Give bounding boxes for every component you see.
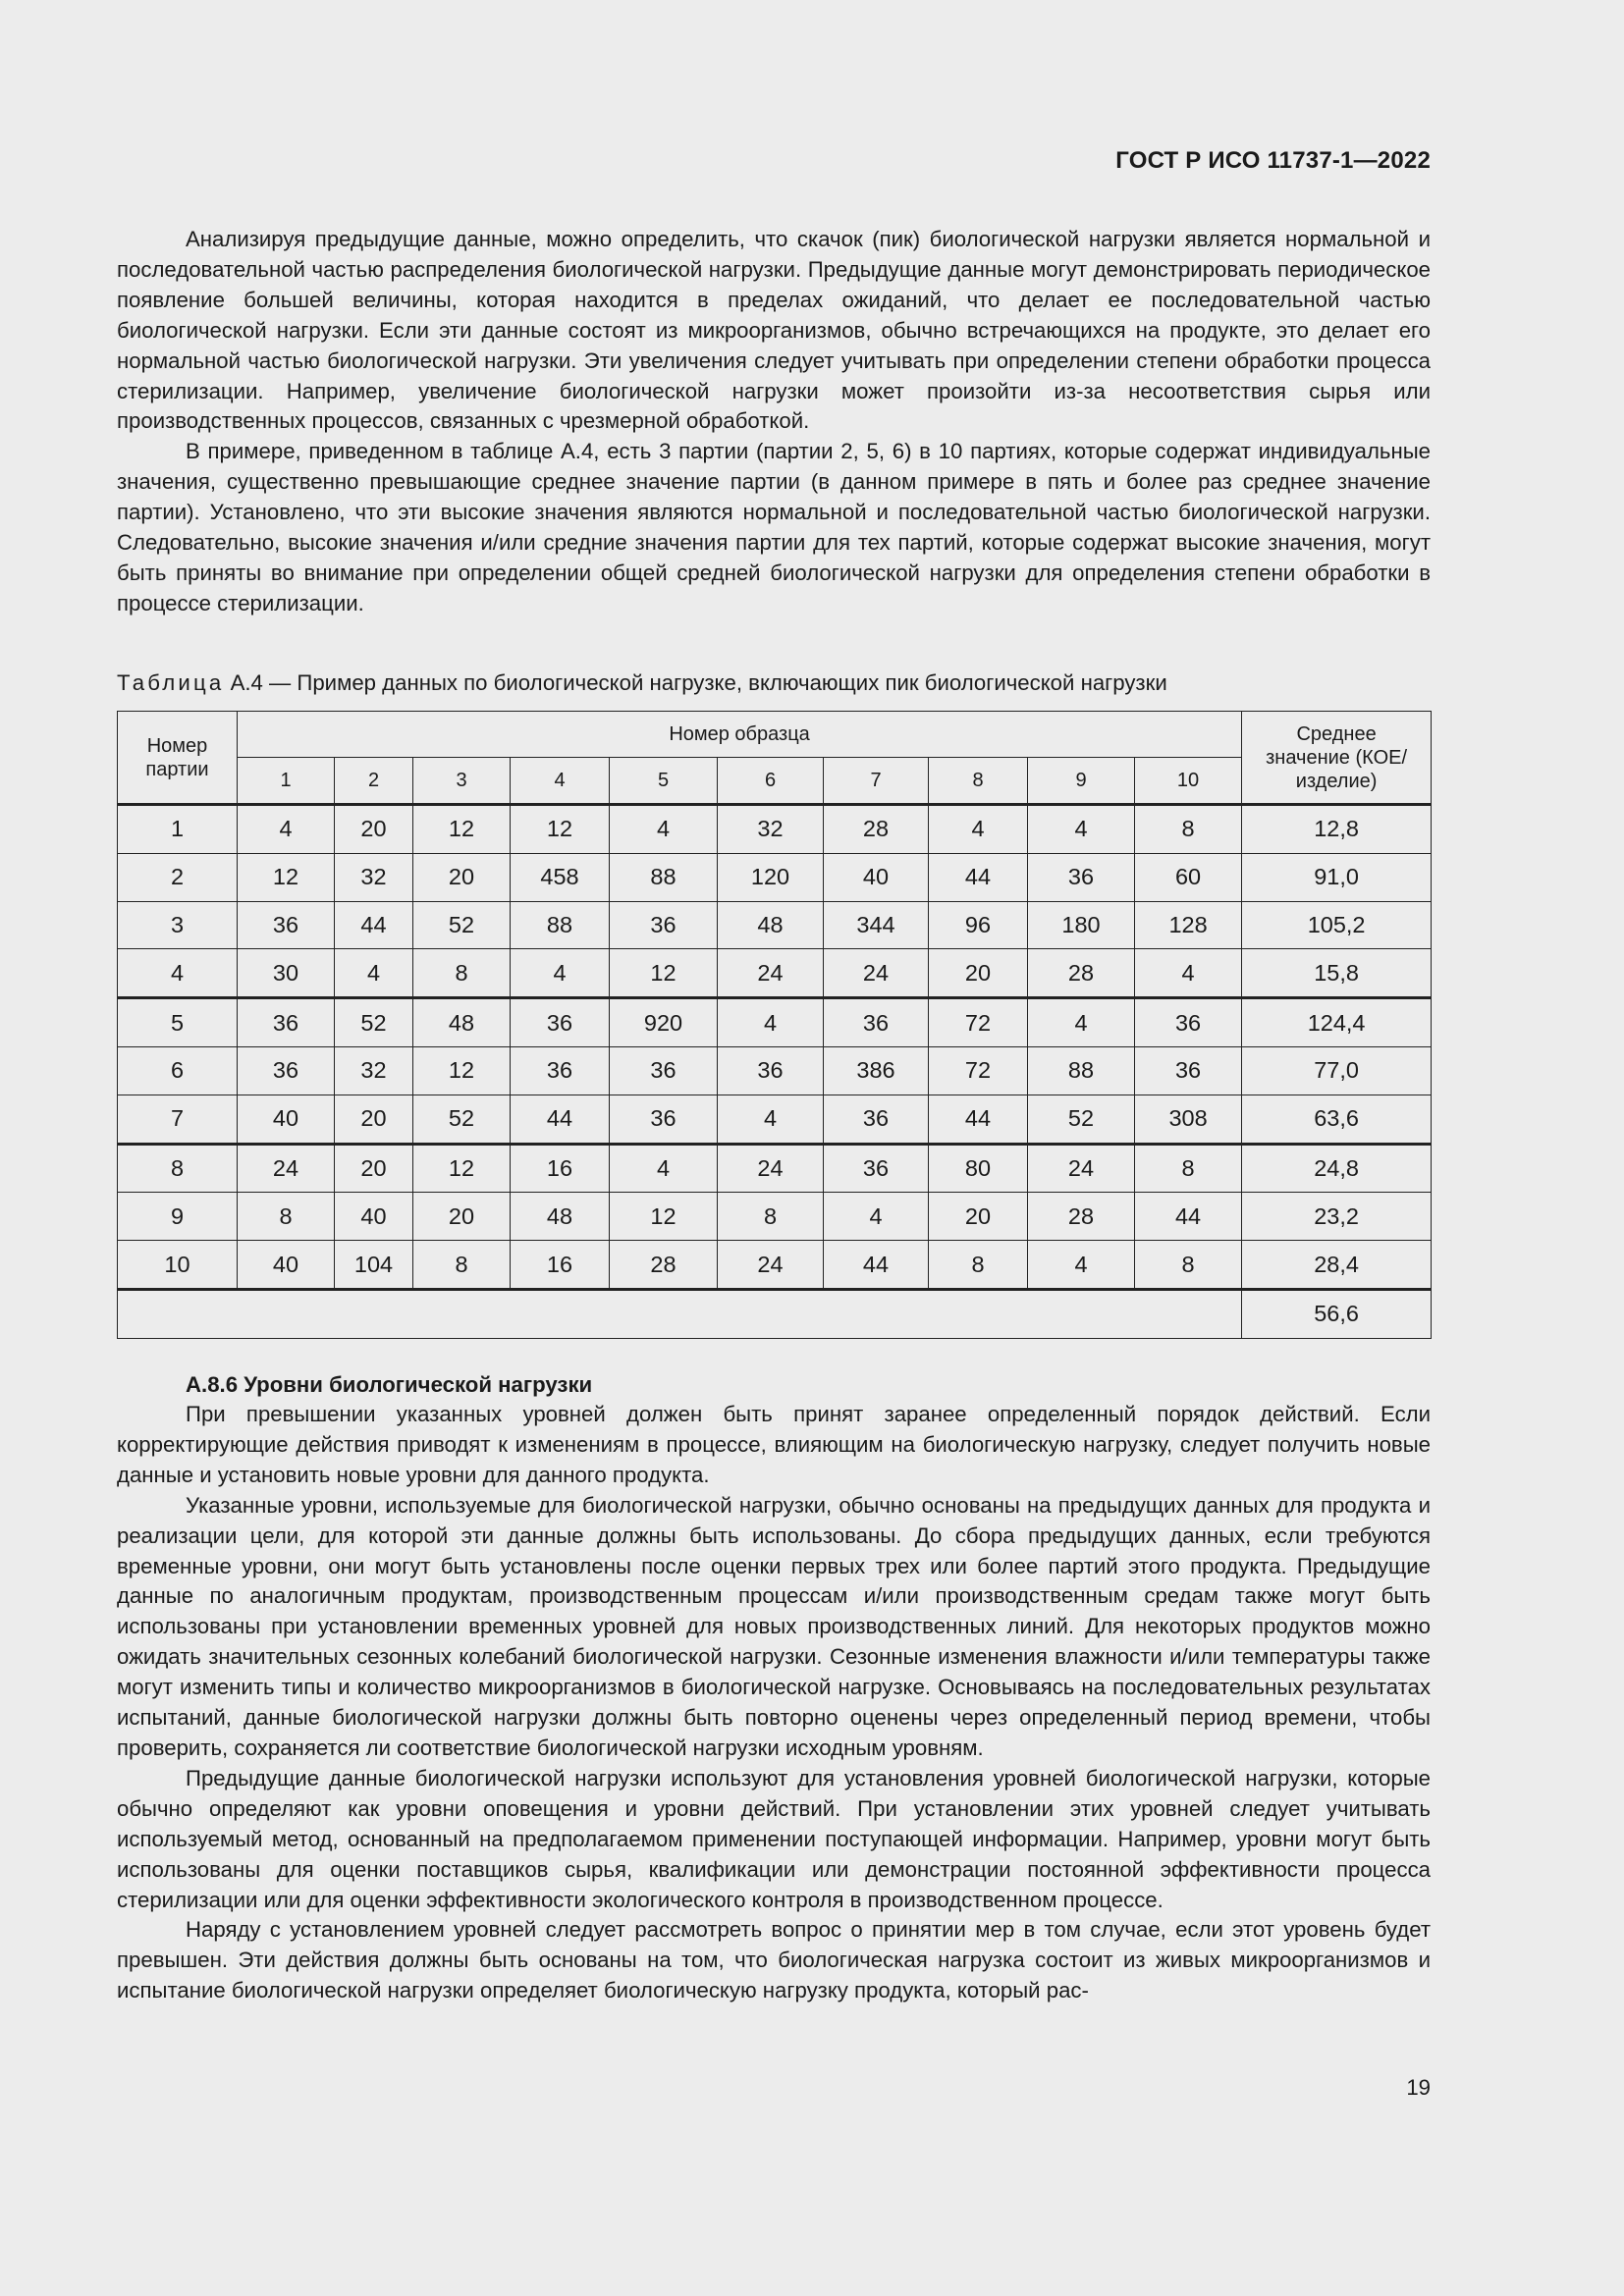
value-cell: 32 (335, 853, 413, 901)
value-cell: 28 (610, 1241, 718, 1290)
value-cell: 28 (824, 805, 929, 854)
value-cell: 12 (413, 805, 511, 854)
value-cell: 8 (1135, 1144, 1242, 1193)
value-cell: 96 (929, 901, 1028, 949)
section-paragraph: Наряду с установлением уровней следует рассмотреть вопрос о принятии мер в том случае, если этот уровень будет превышен. Эти действия должны быть основаны на том, что биологическая нагрузка состоит из живых микроорганизмов и испытание биологической нагрузки определяет биологическую нагрузку продукта, который рас- (117, 1917, 1431, 2003)
header-batch: Номер партии (118, 712, 238, 805)
intro-paragraph: В примере, приведенном в таблице А.4, есть 3 партии (партии 2, 5, 6) в 10 партиях, которые содержат индивидуальные значения, существенно превышающие среднее значение партии (в данном примере в пять и более раз среднее значение партии). Установлено, что эти высокие значения являются нормальной и последовательной частью биологической нагрузки. Следовательно, высокие значения и/или средние значения партии для тех партий, которые содержат высокие значения, могут быть приняты во внимание при определении общей средней биологической нагрузки для определения степени обработки в процессе стерилизации. (117, 439, 1431, 615)
value-cell: 8 (413, 1241, 511, 1290)
value-cell: 36 (718, 1046, 824, 1095)
section-paragraph: Предыдущие данные биологической нагрузки используют для установления уровней биологической нагрузки, которые обычно определяют как уровни оповещения и уровни действий. При установлении этих уровней следует учитывать используемый метод, основанный на предполагаемом применении поступающей информации. Например, уровни могут быть использованы для оценки поставщиков сырья, квалификации или демонстрации постоянной эффективности процесса стерилизации или для оценки эффективности экологического контроля в производственном процессе. (117, 1765, 1431, 1912)
value-cell: 40 (335, 1193, 413, 1241)
value-cell: 88 (610, 853, 718, 901)
table-row (118, 805, 1432, 854)
table-row (118, 949, 1432, 998)
mean-cell: 23,2 (1242, 1193, 1432, 1241)
value-cell: 36 (610, 901, 718, 949)
batch-number-cell: 10 (118, 1241, 238, 1290)
table-row (118, 1193, 1432, 1241)
sample-number-header: 5 (610, 758, 718, 805)
value-cell: 4 (718, 998, 824, 1047)
value-cell: 12 (511, 805, 610, 854)
table-row (118, 998, 1432, 1047)
mean-cell: 12,8 (1242, 805, 1432, 854)
value-cell: 128 (1135, 901, 1242, 949)
document-header: ГОСТ Р ИСО 11737-1—2022 (1115, 147, 1431, 174)
value-cell: 344 (824, 901, 929, 949)
value-cell: 8 (1135, 805, 1242, 854)
sample-number-header: 8 (929, 758, 1028, 805)
value-cell: 44 (335, 901, 413, 949)
value-cell: 36 (238, 1046, 335, 1095)
value-cell: 28 (1028, 949, 1135, 998)
value-cell: 36 (824, 1144, 929, 1193)
batch-number-cell: 2 (118, 853, 238, 901)
value-cell: 24 (718, 1144, 824, 1193)
value-cell: 180 (1028, 901, 1135, 949)
value-cell: 48 (413, 998, 511, 1047)
value-cell: 36 (1028, 853, 1135, 901)
batch-number-cell: 9 (118, 1193, 238, 1241)
value-cell: 32 (718, 805, 824, 854)
value-cell: 48 (511, 1193, 610, 1241)
sample-number-header: 2 (335, 758, 413, 805)
value-cell: 52 (413, 1095, 511, 1144)
value-cell: 40 (824, 853, 929, 901)
value-cell: 4 (718, 1095, 824, 1144)
value-cell: 8 (718, 1193, 824, 1241)
mean-cell: 15,8 (1242, 949, 1432, 998)
mean-cell: 124,4 (1242, 998, 1432, 1047)
value-cell: 20 (929, 1193, 1028, 1241)
sample-number-header: 10 (1135, 758, 1242, 805)
value-cell: 4 (929, 805, 1028, 854)
table-caption-label: Таблица (117, 670, 225, 695)
intro-text (117, 225, 1431, 619)
value-cell: 44 (511, 1095, 610, 1144)
value-cell: 60 (1135, 853, 1242, 901)
table-row (118, 1241, 1432, 1290)
sample-number-header: 1 (238, 758, 335, 805)
value-cell: 24 (718, 1241, 824, 1290)
value-cell: 458 (511, 853, 610, 901)
value-cell: 40 (238, 1095, 335, 1144)
table-row (118, 1095, 1432, 1144)
value-cell: 12 (238, 853, 335, 901)
section-paragraph: Указанные уровни, используемые для биологической нагрузки, обычно основаны на предыдущих данных для продукта и реализации цели, для которой эти данные должны быть использованы. До сбора предыдущих данных, если требуются временные уровни, они могут быть установлены после оценки первых трех или более партий этого продукта. Предыдущие данные по аналогичным продуктам, производственным процессам и/или производственным средам также могут быть использованы при установлении временных уровней для новых производственных линий. Для некоторых продуктов можно ожидать значительных сезонных колебаний биологической нагрузки. Сезонные изменения влажности и/или температуры также могут изменить типы и количество микроорганизмов в биологической нагрузке. Основываясь на последовательных результатах испытаний, данные биологической нагрузки должны быть повторно оценены через определенный период времени, чтобы проверить, сохраняется ли соответствие биологической нагрузки исходным уровням. (117, 1492, 1431, 1760)
value-cell: 4 (824, 1193, 929, 1241)
mean-cell: 105,2 (1242, 901, 1432, 949)
table-caption-text: А.4 — Пример данных по биологической нагрузке, включающих пик биологической нагрузки (224, 670, 1167, 695)
sample-number-header: 4 (511, 758, 610, 805)
value-cell: 16 (511, 1241, 610, 1290)
sample-number-header: 3 (413, 758, 511, 805)
value-cell: 72 (929, 1046, 1028, 1095)
section-a86 (117, 1369, 1431, 2006)
table-total-row (118, 1289, 1432, 1338)
page-number: 19 (1406, 2075, 1431, 2100)
value-cell: 120 (718, 853, 824, 901)
sample-number-header: 6 (718, 758, 824, 805)
value-cell: 36 (610, 1095, 718, 1144)
sample-number-header: 7 (824, 758, 929, 805)
value-cell: 4 (1028, 805, 1135, 854)
batch-number-cell: 4 (118, 949, 238, 998)
value-cell: 4 (511, 949, 610, 998)
value-cell: 44 (824, 1241, 929, 1290)
mean-cell: 77,0 (1242, 1046, 1432, 1095)
value-cell: 44 (929, 853, 1028, 901)
batch-number-cell: 6 (118, 1046, 238, 1095)
value-cell: 8 (929, 1241, 1028, 1290)
value-cell: 4 (335, 949, 413, 998)
bioburden-table (117, 711, 1432, 1339)
value-cell: 80 (929, 1144, 1028, 1193)
value-cell: 4 (238, 805, 335, 854)
value-cell: 20 (335, 1095, 413, 1144)
value-cell: 24 (824, 949, 929, 998)
intro-paragraph: Анализируя предыдущие данные, можно определить, что скачок (пик) биологической нагрузки является нормальной и последовательной частью распределения биологической нагрузки. Предыдущие данные могут демонстрировать периодическое появление большей величины, которая находится в пределах ожиданий, что делает ее последовательной частью биологической нагрузки. Если эти данные состоят из микроорганизмов, обычно встречающихся на продукте, это делает его нормальной частью биологической нагрузки. Эти увеличения следует учитывать при определении степени обработки процесса стерилизации. Например, увеличение биологической нагрузки может произойти из-за несоответствия сырья или производственных процессов, связанных с чрезмерной обработкой. (117, 227, 1431, 434)
value-cell: 12 (610, 949, 718, 998)
value-cell: 920 (610, 998, 718, 1047)
value-cell: 52 (413, 901, 511, 949)
value-cell: 36 (511, 998, 610, 1047)
value-cell: 36 (238, 901, 335, 949)
value-cell: 308 (1135, 1095, 1242, 1144)
value-cell: 52 (335, 998, 413, 1047)
mean-cell: 24,8 (1242, 1144, 1432, 1193)
value-cell: 8 (1135, 1241, 1242, 1290)
value-cell: 36 (1135, 998, 1242, 1047)
value-cell: 8 (413, 949, 511, 998)
value-cell: 16 (511, 1144, 610, 1193)
value-cell: 36 (610, 1046, 718, 1095)
value-cell: 48 (718, 901, 824, 949)
value-cell: 40 (238, 1241, 335, 1290)
section-paragraph: При превышении указанных уровней должен быть принят заранее определенный порядок действий. Если корректирующие действия приводят к изменениям в процессе, влияющим на биологическую нагрузку, следует получить новые данные и установить новые уровни для данного продукта. (117, 1402, 1431, 1487)
sample-number-header: 9 (1028, 758, 1135, 805)
value-cell: 88 (1028, 1046, 1135, 1095)
table-caption (117, 668, 1431, 698)
value-cell: 44 (1135, 1193, 1242, 1241)
value-cell: 4 (1028, 1241, 1135, 1290)
table-row (118, 901, 1432, 949)
value-cell: 8 (238, 1193, 335, 1241)
table-row (118, 853, 1432, 901)
batch-number-cell: 1 (118, 805, 238, 854)
value-cell: 44 (929, 1095, 1028, 1144)
value-cell: 4 (610, 805, 718, 854)
value-cell: 28 (1028, 1193, 1135, 1241)
value-cell: 52 (1028, 1095, 1135, 1144)
header-mean: Среднее значение (КОЕ/ изделие) (1242, 712, 1432, 805)
value-cell: 20 (413, 1193, 511, 1241)
value-cell: 24 (718, 949, 824, 998)
value-cell: 4 (1028, 998, 1135, 1047)
value-cell: 72 (929, 998, 1028, 1047)
total-empty-cell (118, 1289, 1242, 1338)
value-cell: 36 (1135, 1046, 1242, 1095)
value-cell: 4 (610, 1144, 718, 1193)
batch-number-cell: 5 (118, 998, 238, 1047)
value-cell: 24 (1028, 1144, 1135, 1193)
batch-number-cell: 8 (118, 1144, 238, 1193)
mean-cell: 63,6 (1242, 1095, 1432, 1144)
table-row (118, 1046, 1432, 1095)
section-heading: А.8.6 Уровни биологической нагрузки (186, 1372, 593, 1397)
value-cell: 12 (610, 1193, 718, 1241)
value-cell: 386 (824, 1046, 929, 1095)
mean-cell: 91,0 (1242, 853, 1432, 901)
value-cell: 20 (335, 805, 413, 854)
value-cell: 36 (824, 1095, 929, 1144)
mean-cell: 28,4 (1242, 1241, 1432, 1290)
value-cell: 20 (929, 949, 1028, 998)
table-row (118, 1144, 1432, 1193)
value-cell: 104 (335, 1241, 413, 1290)
value-cell: 36 (511, 1046, 610, 1095)
batch-number-cell: 3 (118, 901, 238, 949)
value-cell: 20 (413, 853, 511, 901)
value-cell: 12 (413, 1144, 511, 1193)
value-cell: 88 (511, 901, 610, 949)
value-cell: 20 (335, 1144, 413, 1193)
value-cell: 36 (238, 998, 335, 1047)
value-cell: 12 (413, 1046, 511, 1095)
value-cell: 32 (335, 1046, 413, 1095)
value-cell: 4 (1135, 949, 1242, 998)
value-cell: 36 (824, 998, 929, 1047)
header-sample: Номер образца (238, 712, 1242, 758)
batch-number-cell: 7 (118, 1095, 238, 1144)
value-cell: 30 (238, 949, 335, 998)
value-cell: 24 (238, 1144, 335, 1193)
overall-mean-cell: 56,6 (1242, 1289, 1432, 1338)
